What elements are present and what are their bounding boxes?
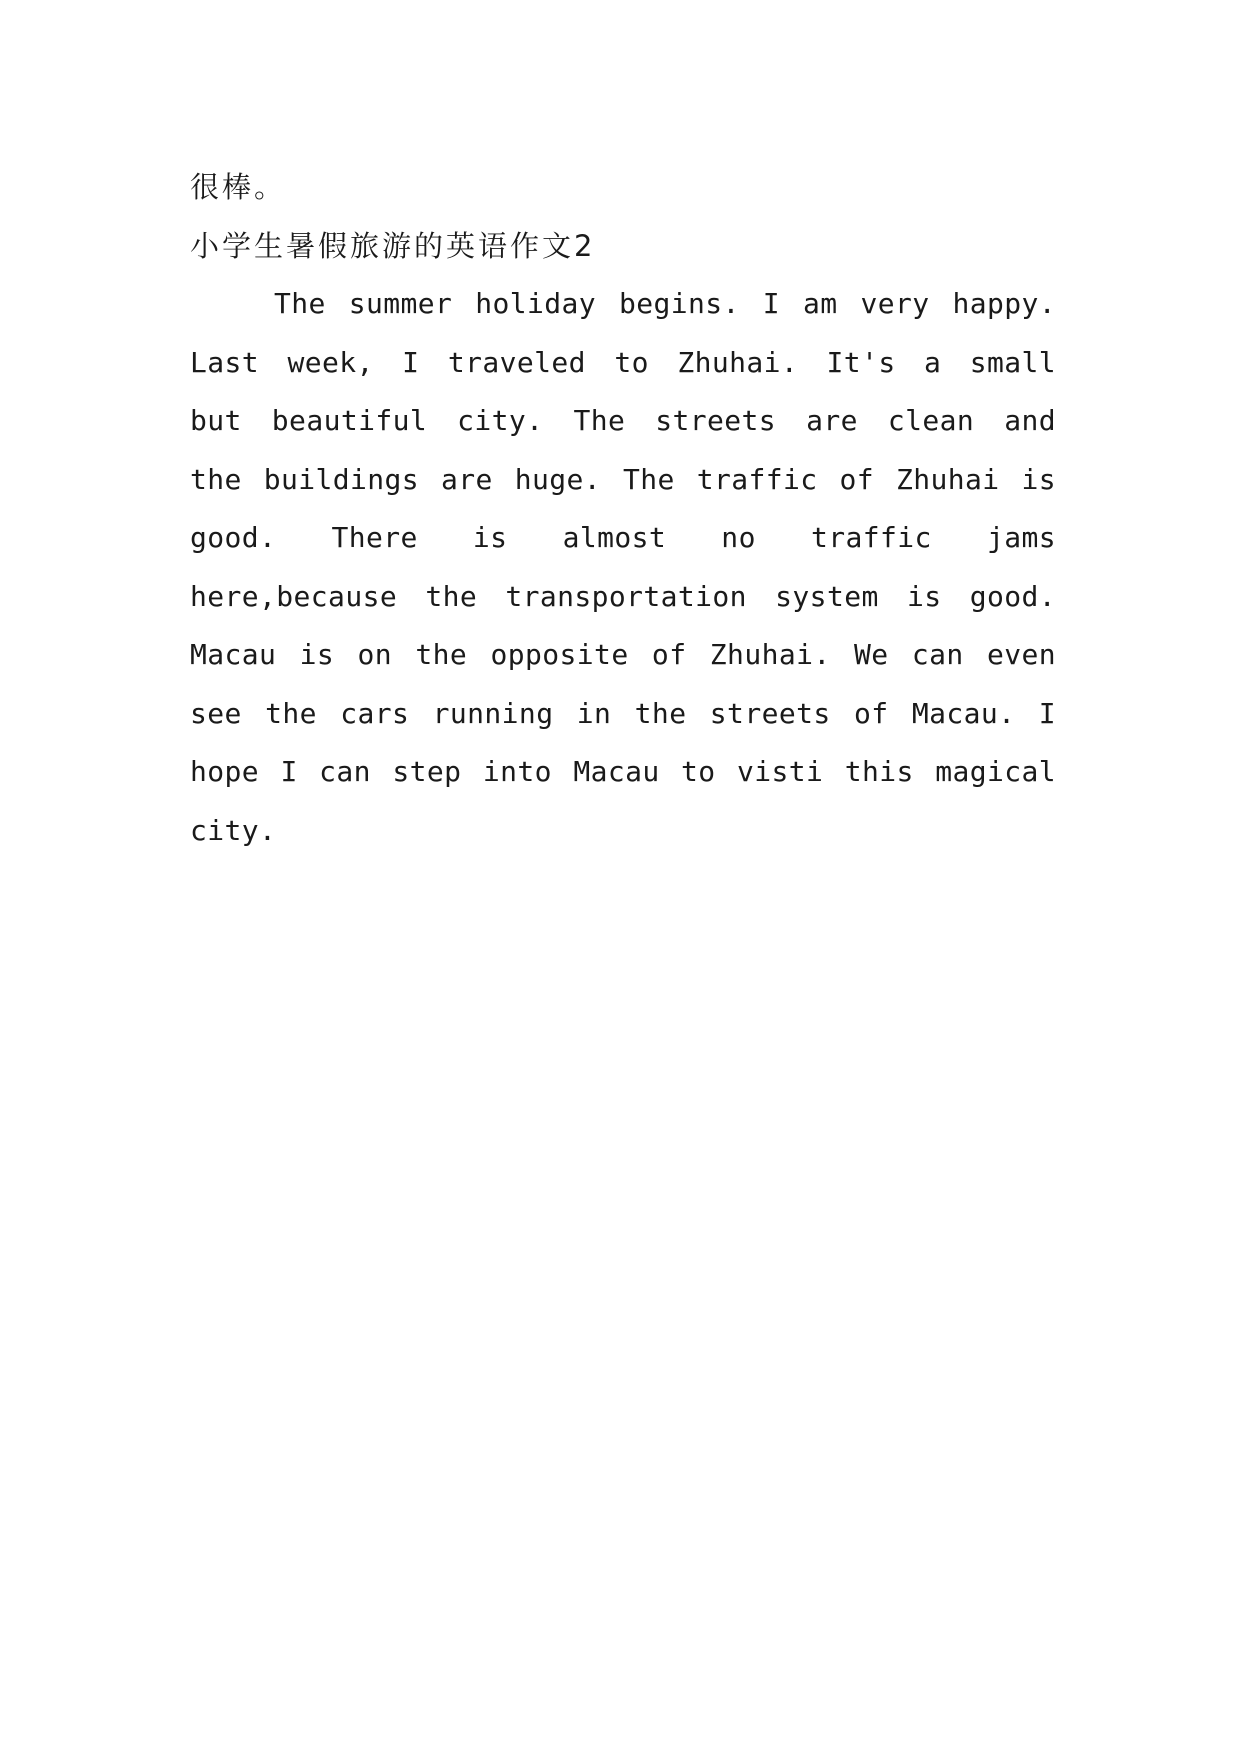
essay-paragraph: The summer holiday begins. I am very happy. Last week, I traveled to Zhuhai. It's a small but beautiful city. The streets are clean and the buildings are huge. The traffic of Zhuhai is good. There is almost no traffic jams here,because the transportation system is good. Macau is on the opposite of Zhuhai. We can even see the cars running in the streets of Macau. I hope I can step into Macau to visti this magical city. bbox=[190, 287, 1056, 847]
document-body bbox=[190, 158, 1056, 860]
essay-heading: 小学生暑假旅游的英语作文2 bbox=[190, 228, 596, 263]
continuation-line: 很棒。 bbox=[190, 170, 287, 204]
